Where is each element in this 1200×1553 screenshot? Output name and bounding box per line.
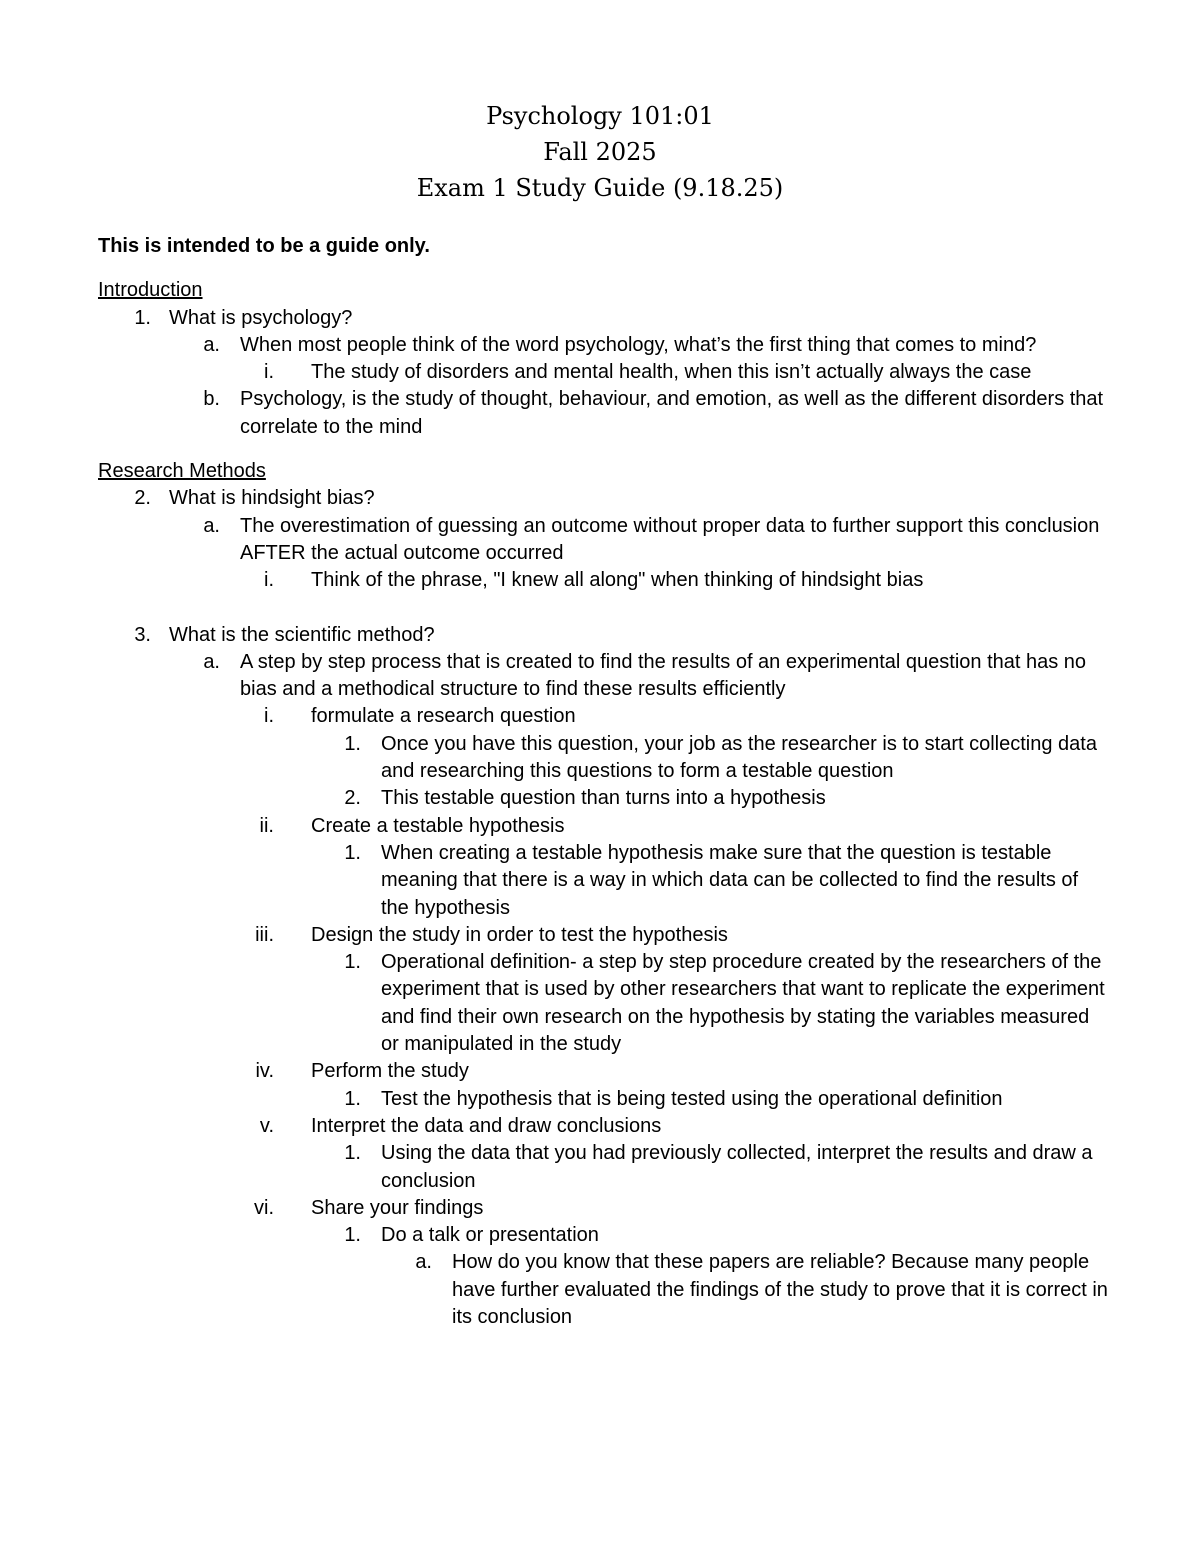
list-item-text: Test the hypothesis that is being tested using the operational definition [381,1087,1003,1110]
method-step [98,1113,1108,1140]
list-item [98,567,1108,594]
list-marker: a. [203,514,220,537]
list-marker: i. [264,361,274,384]
list-item [98,513,1108,568]
list-item-text: How do you know that these papers are reliable? Because many people have further evaluated the findings of the study to prove that it is correct in its conclusion [452,1251,1108,1328]
question-2 [98,485,1108,512]
list-marker: vi. [254,1196,274,1219]
list-item [98,1222,1108,1249]
list-marker: 3. [134,623,151,646]
question-text: What is the scientific method? [169,623,435,646]
question-text: What is psychology? [169,306,353,329]
list-marker: 1. [344,951,361,974]
list-item [98,332,1108,359]
list-marker: 1. [344,1142,361,1165]
list-marker: 1. [344,732,361,755]
list-marker: 2. [134,487,151,510]
list-marker: ii. [259,814,274,837]
list-item-text: Psychology, is the study of thought, behaviour, and emotion, as well as the different disorders that correlate to the mind [240,388,1104,438]
method-step [98,1195,1108,1222]
list-item-text: Design the study in order to test the hypothesis [311,923,728,946]
method-step [98,813,1108,840]
list-item [98,840,1108,922]
question-3 [98,622,1108,649]
list-item-text: This testable question than turns into a hypothesis [381,787,826,810]
list-item [98,731,1108,786]
list-marker: 1. [344,1087,361,1110]
list-marker: b. [203,388,220,411]
document-body [98,233,1108,1331]
list-item [98,359,1108,386]
list-marker: 1. [344,841,361,864]
list-item [98,949,1108,1058]
list-item [98,1086,1108,1113]
exam-title: Exam 1 Study Guide (9.18.25) [416,174,784,202]
list-marker: i. [264,705,274,728]
list-item [98,649,1108,704]
method-step [98,1058,1108,1085]
list-marker: a. [203,333,220,356]
list-item-text: Share your findings [311,1196,484,1219]
list-item [98,785,1108,812]
list-item-text: Think of the phrase, "I knew all along" when thinking of hindsight bias [311,569,924,592]
term-title: Fall 2025 [543,138,657,166]
list-item-text: A step by step process that is created to find the results of an experimental question that has no bias and a methodical structure to find these results efficiently [240,650,1087,701]
list-item-text: When most people think of the word psychology, what’s the first thing that comes to mind? [240,333,1037,356]
list-marker: a. [415,1251,432,1274]
question-1 [98,305,1108,332]
list-item [98,386,1108,441]
list-item-text: Once you have this question, your job as the researcher is to start collecting data and researching this questions to form a testable question [381,732,1097,783]
list-item [98,1249,1108,1331]
section-heading-introduction: Introduction [98,279,203,302]
list-marker: v. [259,1114,274,1137]
list-item-text: The study of disorders and mental health, when this isn’t actually always the case [311,361,1032,384]
section-heading-research-methods: Research Methods [98,460,266,483]
method-step [98,703,1108,730]
list-item [98,1140,1108,1195]
list-marker: iii. [255,923,274,946]
guide-note: This is intended to be a guide only. [98,235,430,257]
document-header [0,98,1200,206]
list-item-text: Do a talk or presentation [381,1224,599,1247]
list-marker: iv. [255,1060,274,1083]
list-marker: a. [203,650,220,673]
list-item-text: Using the data that you had previously collected, interpret the results and draw a conclusion [381,1142,1093,1192]
method-step [98,922,1108,949]
list-marker: 1. [344,1224,361,1247]
course-title: Psychology 101:01 [486,102,714,130]
question-text: What is hindsight bias? [169,487,375,510]
list-item-text: Perform the study [311,1060,469,1083]
list-marker: 1. [134,306,151,329]
list-item-text: Operational definition- a step by step procedure created by the researchers of the experiment that is used by other researchers that want to replicate the experiment and find their own research on the hypothesis by stating the variables measured or manipulated in the study [381,951,1105,1056]
list-item-text: Interpret the data and draw conclusions [311,1114,662,1137]
list-item-text: When creating a testable hypothesis make sure that the question is testable meaning that there is a way in which data can be collected to find the results of the hypothesis [381,841,1079,919]
list-item-text: The overestimation of guessing an outcome without proper data to further support this conclusion AFTER the actual outcome occurred [240,514,1100,564]
list-marker: 2. [344,787,361,810]
list-item-text: formulate a research question [311,705,576,728]
list-marker: i. [264,569,274,592]
list-item-text: Create a testable hypothesis [311,814,565,837]
